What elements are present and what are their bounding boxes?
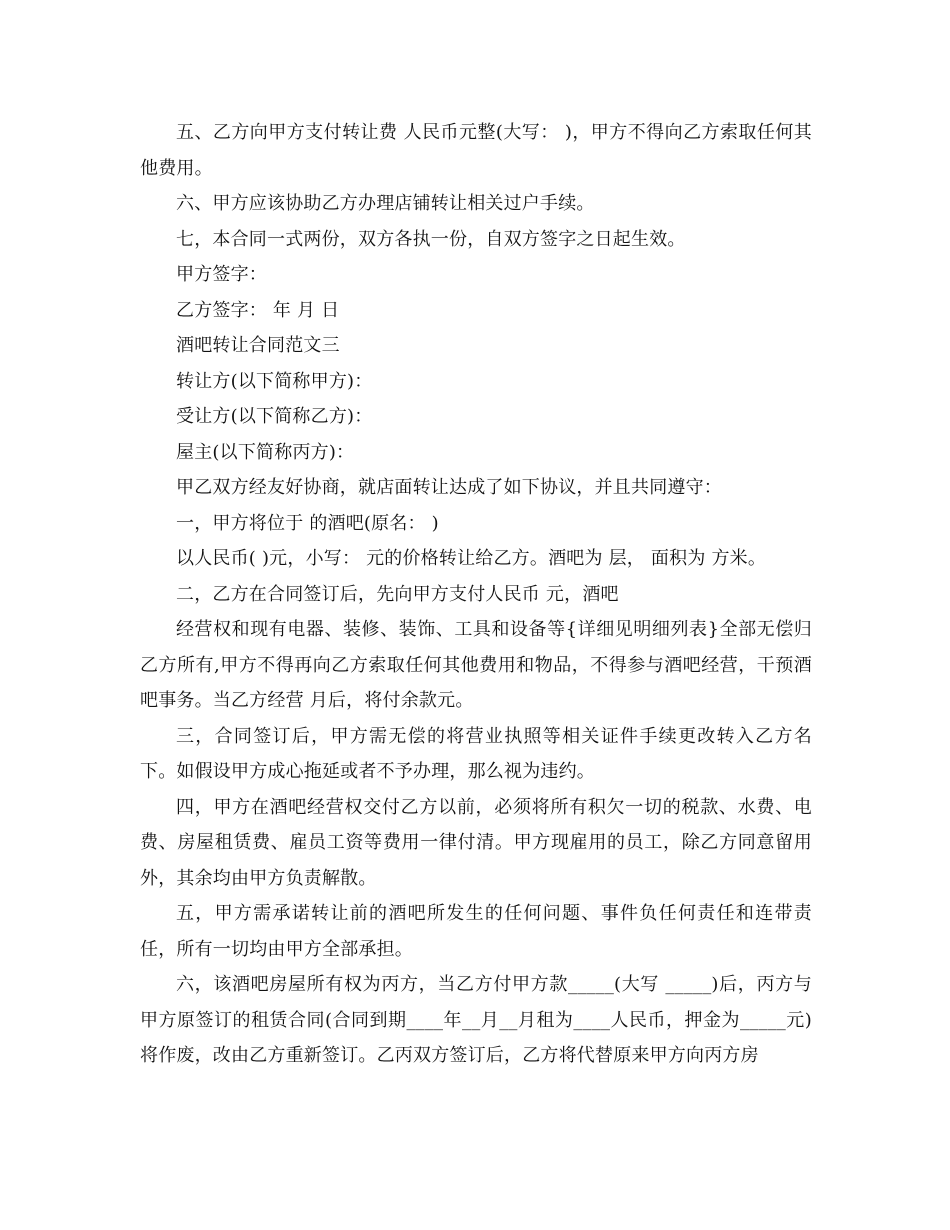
agreement-intro: 甲乙双方经友好协商，就店面转让达成了如下协议，并且共同遵守： [176, 477, 722, 498]
clause-two-details: 经营权和现有电器、装修、装饰、工具和设备等{详细见明细列表}全部无偿归乙方所有,甲方不得再向乙方索取任何其他费用和物品，不得参与酒吧经营，干预酒吧事务。当乙方经营 月后，将付余款元。 [140, 619, 812, 711]
paragraph-contract-copies: 七，本合同一式两份，双方各执一份，自双方签字之日起生效。 [176, 228, 686, 250]
section-title: 酒吧转让合同范文三 [176, 335, 340, 356]
paragraph-transfer-fee: 五、乙方向甲方支付转让费 人民币元整(大写： )，甲方不得向乙方索取任何其他费用。 [140, 122, 812, 179]
transferor-line: 转让方(以下简称甲方)： [176, 370, 373, 392]
landlord-line: 屋主(以下简称丙方)： [176, 441, 355, 463]
clause-six: 六，该酒吧房屋所有权为丙方，当乙方付甲方款_____(大写 _____)后，丙方与甲方原签订的租赁合同(合同到期____年__月__月租为____人民币，押金为_____元)将作废，改由乙方重新签订。乙丙双方签订后，乙方将代替原来甲方向丙方房 [140, 974, 812, 1066]
document-body [140, 115, 812, 1074]
clause-five: 五，甲方需承诺转让前的酒吧所发生的任何问题、事件负任何责任和连带责任，所有一切均由甲方全部承担。 [140, 903, 812, 960]
transferee-line: 受让方(以下简称乙方)： [176, 406, 373, 427]
clause-three: 三，合同签订后，甲方需无偿的将营业执照等相关证件手续更改转入乙方名下。如假设甲方成心拖延或者不予办理，那么视为违约。 [140, 725, 812, 782]
party-b-signature-date: 乙方签字： 年 月 日 [176, 299, 340, 321]
clause-four: 四，甲方在酒吧经营权交付乙方以前，必须将所有积欠一切的税款、水费、电费、房屋租赁费、雇员工资等费用一律付清。甲方现雇用的员工，除乙方同意留用外，其余均由甲方负责解散。 [140, 796, 812, 889]
clause-one-price: 以人民币( )元，小写： 元的价格转让给乙方。酒吧为 层， 面积为 方米。 [176, 548, 767, 569]
clause-one: 一，甲方将位于 的酒吧(原名： ) [176, 512, 439, 534]
clause-two: 二，乙方在合同签订后，先向甲方支付人民币 元，酒吧 [176, 583, 619, 605]
party-a-signature: 甲方签字： [176, 264, 267, 285]
paragraph-transfer-procedures: 六、甲方应该协助乙方办理店铺转让相关过户手续。 [176, 193, 595, 214]
